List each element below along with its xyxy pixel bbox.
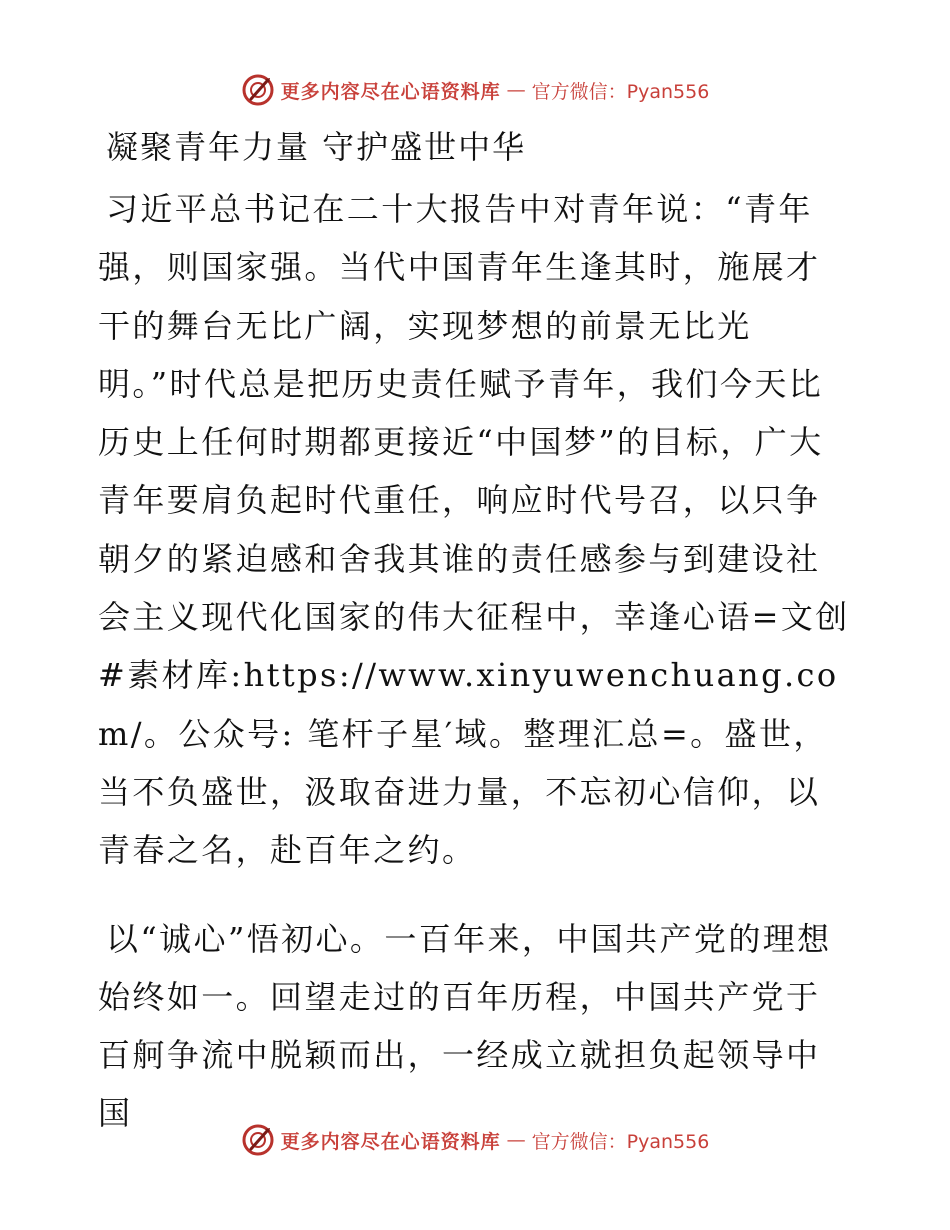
banner-text: 更多内容尽在心语资料库	[280, 80, 501, 103]
banner-dash: —	[506, 79, 526, 101]
banner-wechat: 官方微信：Pyan556	[531, 1130, 710, 1153]
document-body	[98, 122, 850, 1143]
header-banner	[0, 70, 950, 110]
paragraph-1: 习近平总书记在二十大报告中对青年说：“青年强，则国家强。当代中国青年生逢其时，施展才干的舞台无比广阔，实现梦想的前景无比光明。”时代总是把历史责任赋予青年，我们今天比历史上任何时期都更接近“中国梦”的目标，广大青年要肩负起时代重任，响应时代号召，以只争朝夕的紧迫感和舍我其谁的责任感参与到建设社会主义现代化国家的伟大征程中，幸逢心语=文创#素材库:https://www.xinyuwenchuang.com/。公众号: 笔杆子星′域。整理汇总=。盛世，当不负盛世，汲取奋进力量，不忘初心信仰，以青春之名，赴百年之约。	[98, 190, 850, 870]
banner-wechat: 官方微信：Pyan556	[531, 80, 710, 103]
document-title: 凝聚青年力量 守护盛世中华	[106, 128, 527, 166]
logo-icon	[241, 73, 275, 107]
banner-text: 更多内容尽在心语资料库	[280, 1130, 501, 1153]
footer-banner	[0, 1120, 950, 1160]
paragraph-2: 以“诚心”悟初心。一百年来，中国共产党的理想始终如一。回望走过的百年历程，中国共产党于百舸争流中脱颖而出，一经成立就担负起领导中国	[98, 919, 832, 1133]
logo-icon	[241, 1123, 275, 1157]
banner-dash: —	[506, 1129, 526, 1151]
